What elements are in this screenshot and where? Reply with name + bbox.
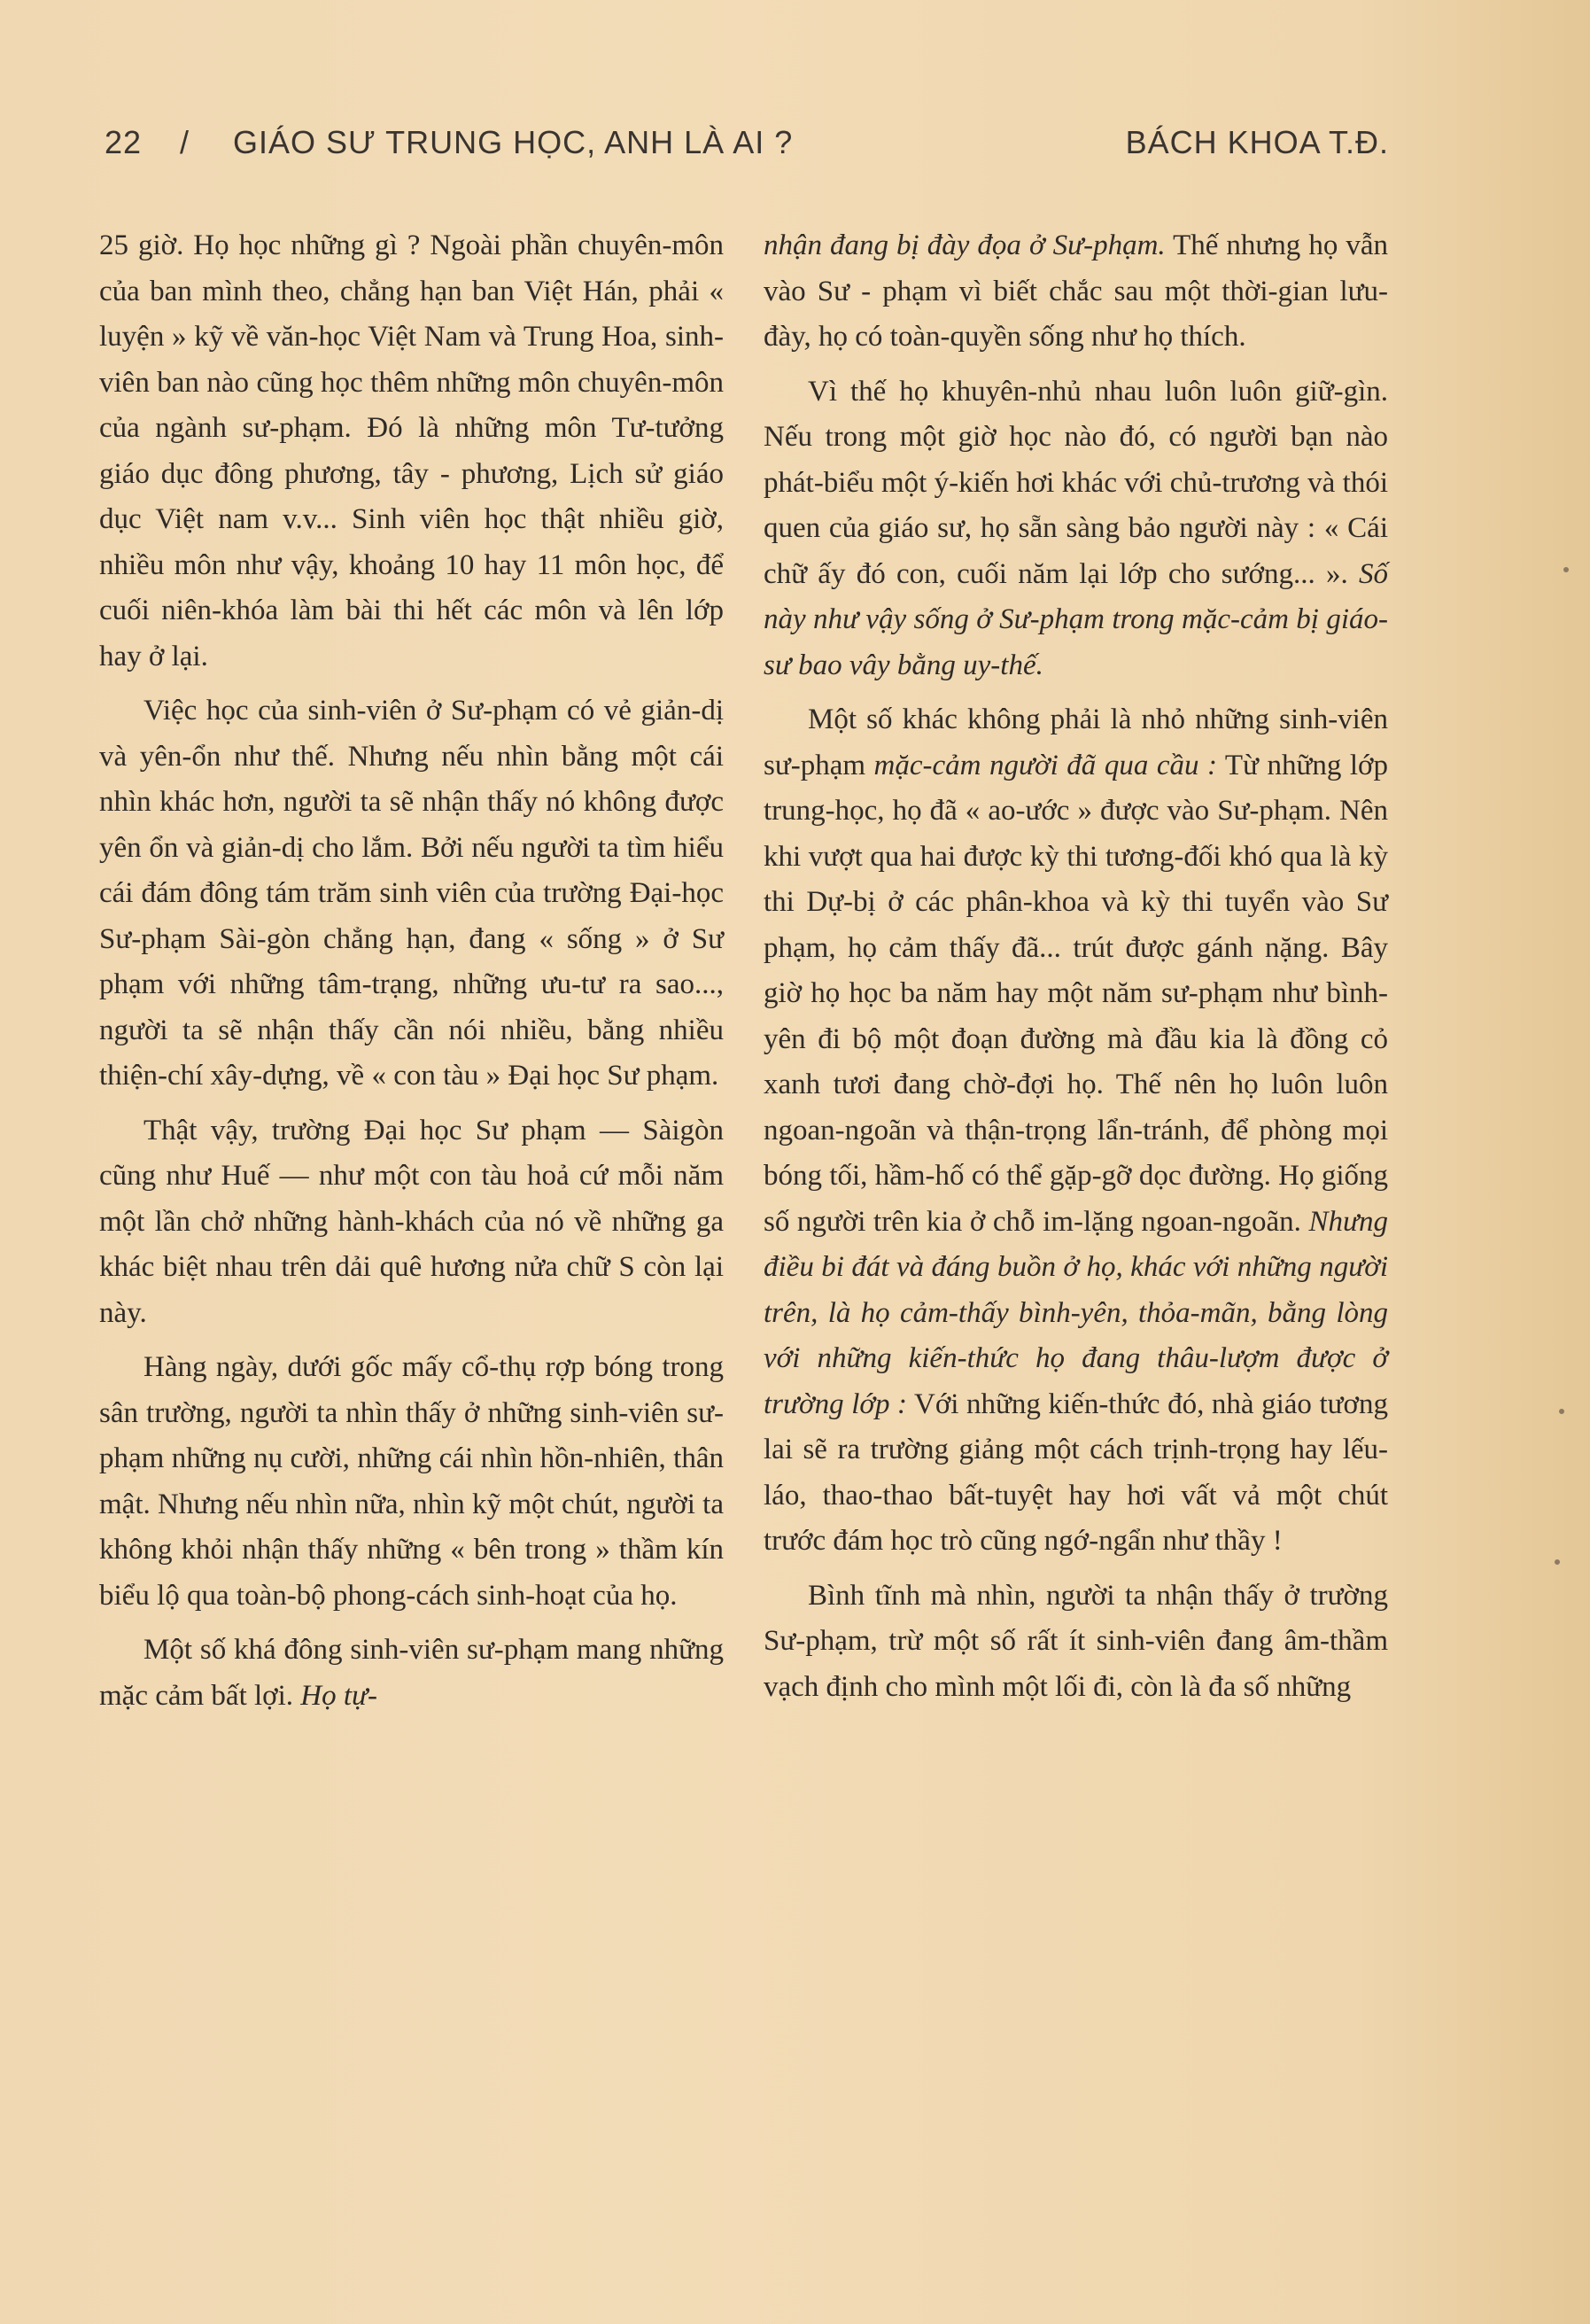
italic-text: mặc-cảm người đã qua cầu : <box>873 749 1217 781</box>
italic-text: Họ tự- <box>300 1679 378 1712</box>
italic-text: Số này như vậy sống ở Sư-phạm trong mặc-cảm bị giáo-sư bao vây bằng uy-thế. <box>764 557 1388 681</box>
paragraph-text: Một số khá đông sinh-viên sư-phạm mang những mặc cảm bất lợi. <box>99 1634 724 1712</box>
paragraph: Bình tĩnh mà nhìn, người ta nhận thấy ở trường Sư-phạm, trừ một số rất ít sinh-viên đang âm-thầm vạch định cho mình một lối đi, còn là đa số những <box>764 1579 1388 1703</box>
italic-text: nhận đang bị đày đọa ở Sư-phạm. <box>764 229 1166 261</box>
paragraph: Việc học của sinh-viên ở Sư-phạm có vẻ giản-dị và yên-ổn như thế. Nhưng nếu nhìn bằng một cái nhìn khác hơn, người ta sẽ nhận thấy nó không được yên ổn và giản-dị cho lắm. Bởi nếu người ta tìm hiểu cái đám đông tám trăm sinh viên của trường Đại-học Sư-phạm Sài-gòn chẳng hạn, đang « sống » ở Sư phạm với những tâm-trạng, những ưu-tư ra sao..., người ta sẽ nhận thấy cần nói nhiều, bằng nhiều thiện-chí xây-dựng, về « con tàu » Đại học Sư phạm. <box>99 695 724 1092</box>
paragraph-text: Từ những lớp trung-học, họ đã « ao-ước » được vào Sư-phạm. Nên khi vượt qua hai được kỳ thi tương-đối khó qua là kỳ thi Dự-bị ở các phân-khoa và kỳ thi tuyển vào Sư phạm, họ cảm thấy đã... trút được gánh nặng. Bây giờ họ học ba năm hay một năm sư-phạm như bình-yên đi bộ một đoạn đường mà đầu kia là đồng cỏ xanh tươi đang chờ-đợi họ. Thế nên họ luôn luôn ngoan-ngoãn và thận-trọng lẩn-tránh, để phòng mọi bóng tối, hầm-hố có thể gặp-gỡ dọc đường. Họ giống số người trên kia ở chỗ im-lặng ngoan-ngoãn. <box>764 749 1388 1238</box>
paragraph <box>764 697 1388 1565</box>
journal-name: BÁCH KHOA T.Đ. <box>1125 124 1389 160</box>
paragraph <box>99 1628 724 1719</box>
left-column <box>99 223 724 1728</box>
paragraph <box>764 223 1388 361</box>
running-header <box>105 124 1389 177</box>
paper-speck <box>1555 1559 1560 1565</box>
page-number: 22 <box>105 124 143 160</box>
paragraph <box>764 369 1388 689</box>
right-column <box>764 223 1388 1719</box>
paper-speck <box>1563 567 1569 572</box>
paragraph: Thật vậy, trường Đại học Sư phạm — Sàigòn cũng như Huế — như một con tàu hoả cứ mỗi năm một lần chở những hành-khách của nó về những ga khác biệt nhau trên dải quê hương nửa chữ S còn lại này. <box>99 1114 724 1329</box>
paragraph: Hàng ngày, dưới gốc mấy cổ-thụ rợp bóng trong sân trường, người ta nhìn thấy ở những sinh-viên sư-phạm những nụ cười, những cái nhìn hồn-nhiên, thân mật. Nhưng nếu nhìn nữa, nhìn kỹ một chút, người ta không khỏi nhận thấy những « bên trong » thầm kín biểu lộ qua toàn-bộ phong-cách sinh-hoạt của họ. <box>99 1351 724 1612</box>
header-separator: / <box>180 124 190 160</box>
paragraph-text: Với những kiến-thức đó, nhà giáo tương lai sẽ ra trường giảng một cách trịnh-trọng hay lếu-láo, thao-thao bất-tuyệt hay hơi vất vả một chút trước đám học trò cũng ngớ-ngẩn như thầy ! <box>764 1387 1389 1557</box>
paragraph-text: Thế nhưng họ vẫn vào Sư - phạm vì biết chắc sau một thời-gian lưu-đày, họ có toàn-quyền sống như họ thích. <box>764 229 1388 353</box>
paragraph-text: Vì thế họ khuyên-nhủ nhau luôn luôn giữ-gìn. Nếu trong một giờ học nào đó, có người bạn nào phát-biểu một ý-kiến hơi khác với chủ-trương và thói quen của giáo sư, họ sẵn sàng bảo người này : « Cái chữ ấy đó con, cuối năm lại lớp cho sướng... ». <box>764 375 1388 590</box>
paragraph: 25 giờ. Họ học những gì ? Ngoài phần chuyên-môn của ban mình theo, chẳng hạn ban Việt Hán, phải « luyện » kỹ về văn-học Việt Nam và Trung Hoa, sinh-viên ban nào cũng học thêm những môn chuyên-môn của ngành sư-phạm. Đó là những môn Tư-tưởng giáo dục đông phương, tây - phương, Lịch sử giáo dục Việt nam v.v... Sinh viên học thật nhiều giờ, nhiều môn như vậy, khoảng 10 hay 11 môn học, để cuối niên-khóa làm bài thi hết các môn và lên lớp hay ở lại. <box>99 229 724 672</box>
paper-speck <box>1559 1409 1564 1414</box>
paragraph-text: Một số khác không phải là nhỏ những sinh-viên sư-phạm <box>764 703 1388 781</box>
article-title: GIÁO SƯ TRUNG HỌC, ANH LÀ AI ? <box>233 124 794 160</box>
italic-text: Nhưng điều bi đát và đáng buồn ở họ, khác với những người trên, là họ cảm-thấy bình-yên, thỏa-mãn, bằng lòng với những kiến-thức họ đang thâu-lượm được ở trường lớp : <box>764 1205 1388 1420</box>
